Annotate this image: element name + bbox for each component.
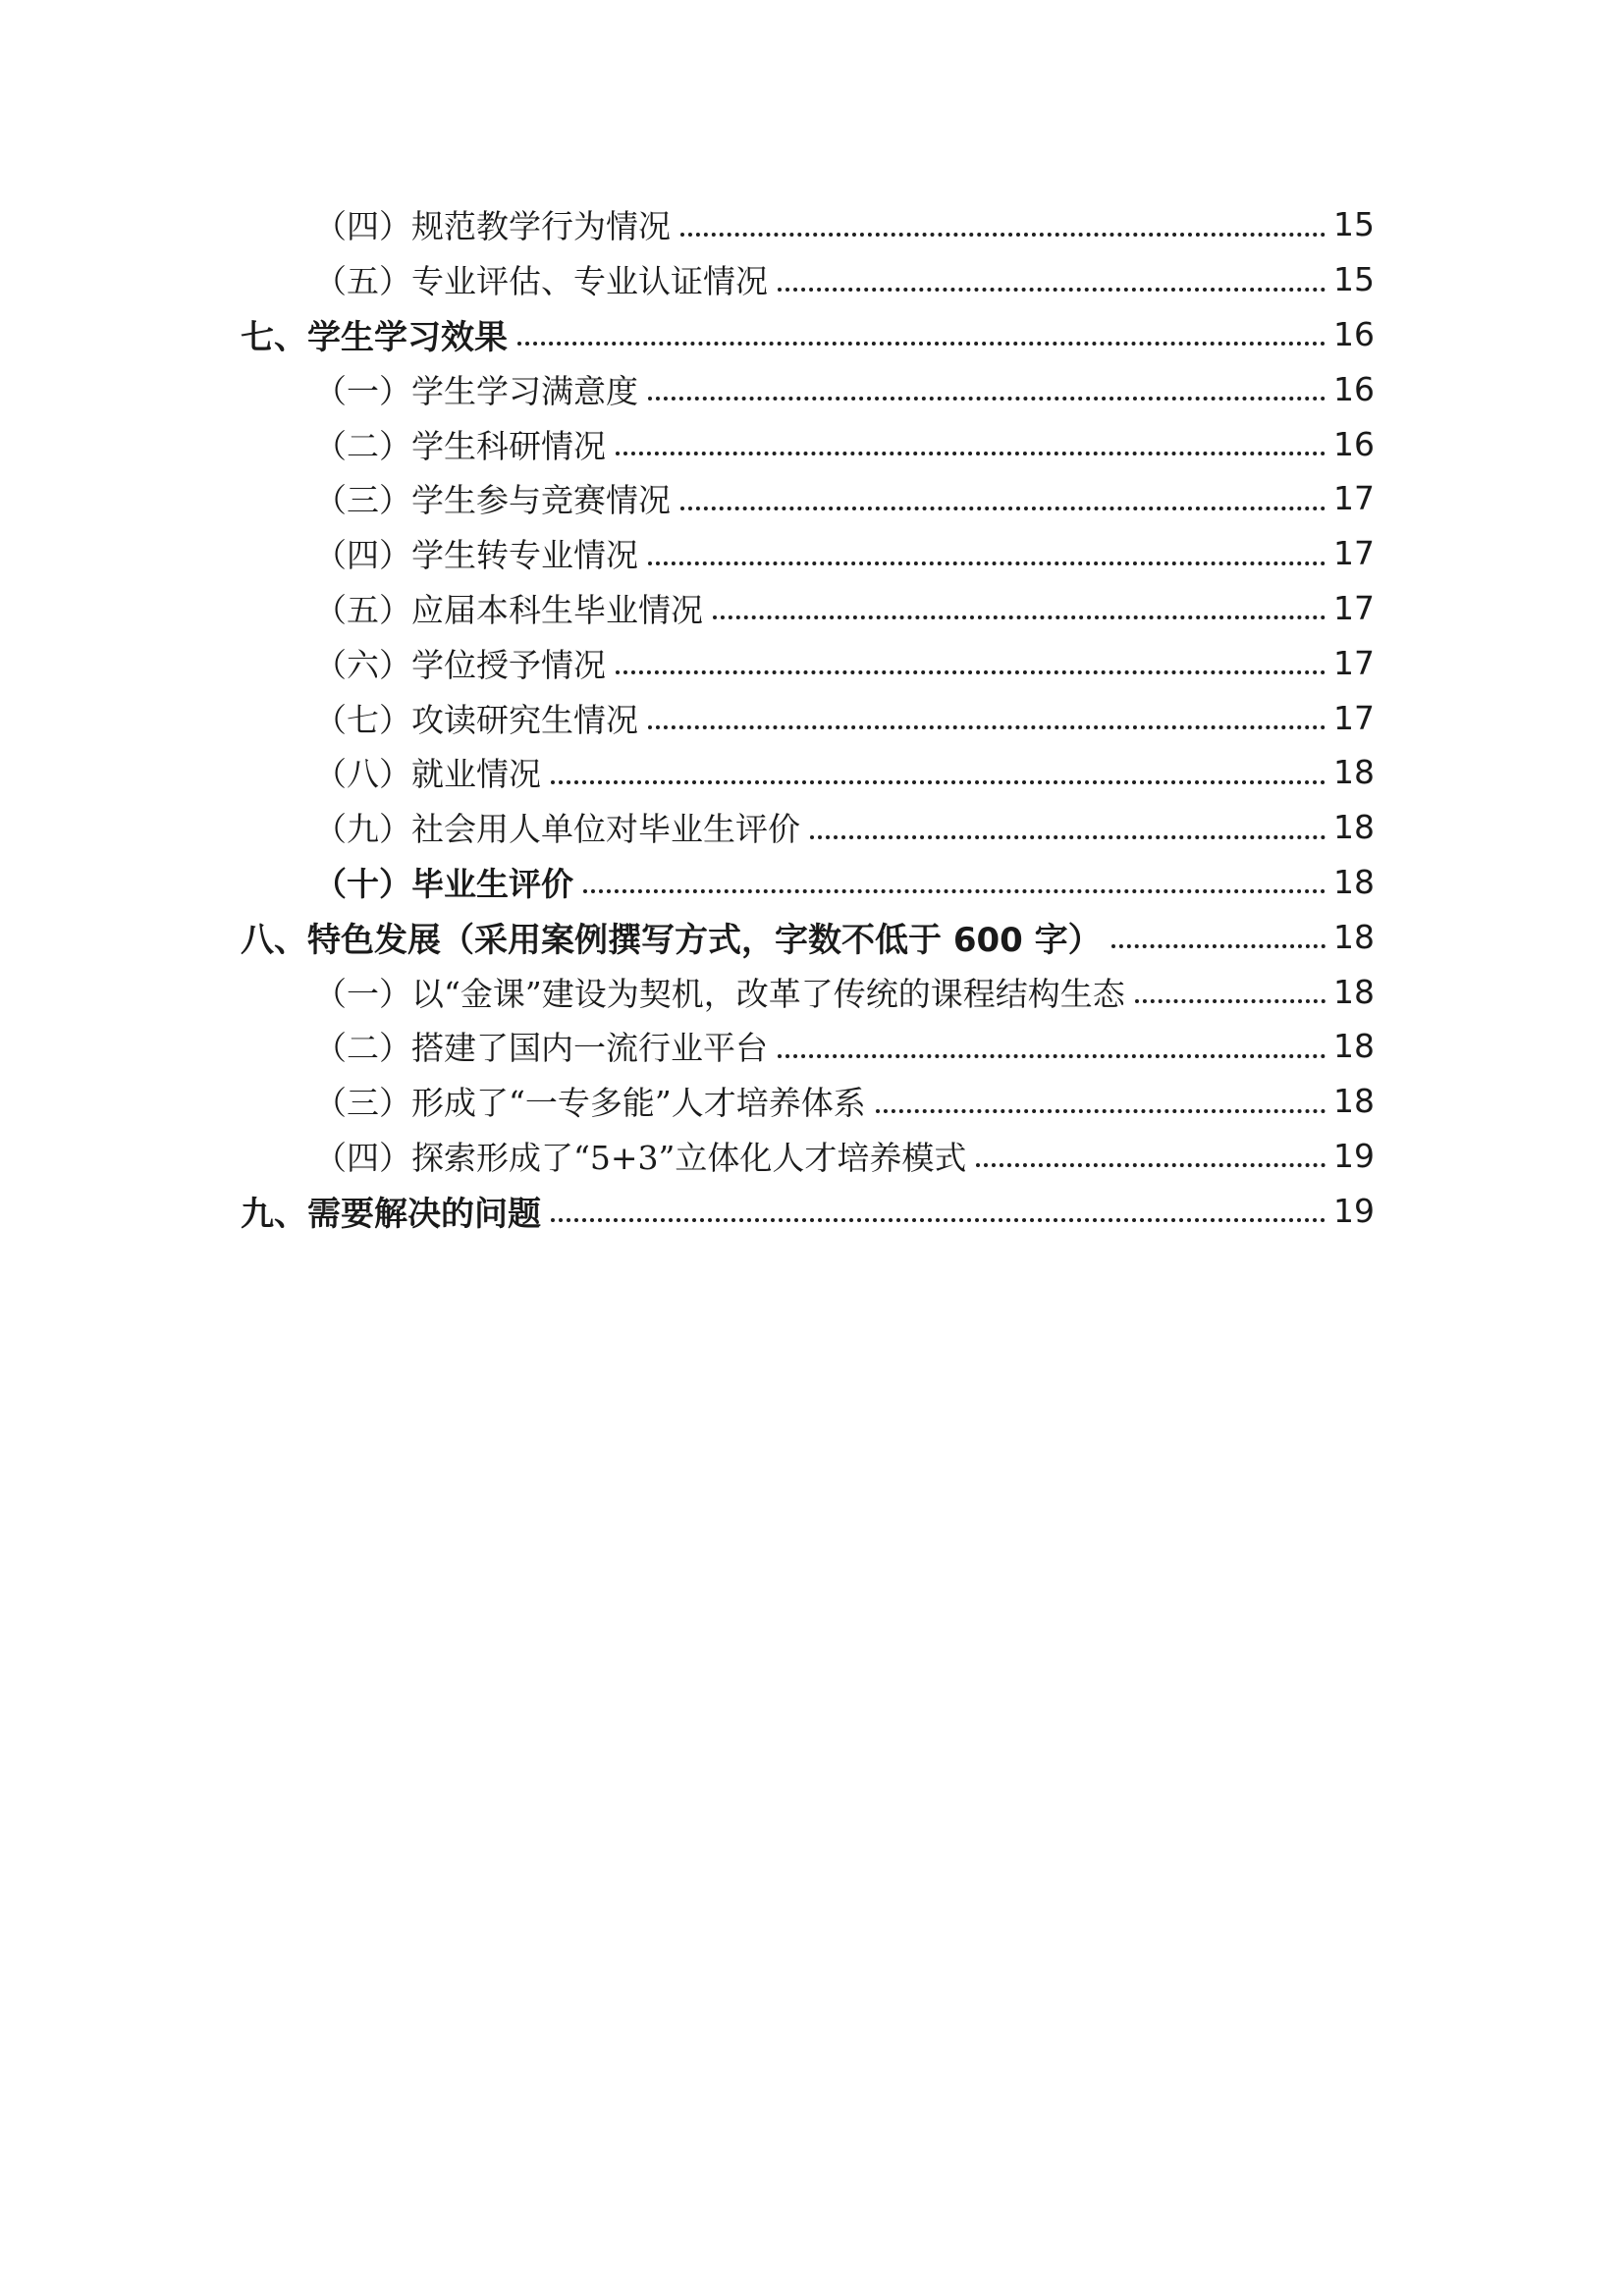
dot-leader xyxy=(713,615,1326,619)
toc-entry-title: 九、需要解决的问题 xyxy=(241,1194,541,1234)
dot-leader xyxy=(616,670,1326,674)
toc-entry-title: （五）应届本科生毕业情况 xyxy=(314,590,703,629)
toc-entry-title: （一）学生学习满意度 xyxy=(314,371,638,410)
dot-leader xyxy=(583,889,1326,893)
toc-entry-title: （四）探索形成了“5+3”立体化人才培养模式 xyxy=(314,1138,967,1177)
toc-entry-page-number: 19 xyxy=(1333,1191,1375,1230)
dot-leader xyxy=(551,780,1326,784)
toc-entry[interactable] xyxy=(241,361,1375,416)
dot-leader xyxy=(778,288,1326,292)
toc-entry-page-number: 17 xyxy=(1333,588,1375,627)
toc-entry-title: 八、特色发展（采用案例撰写方式，字数不低于 600 字） xyxy=(241,920,1102,960)
toc-entry-title: （九）社会用人单位对毕业生评价 xyxy=(314,810,800,849)
toc-entry-page-number: 18 xyxy=(1333,862,1375,901)
toc-entry-page-number: 17 xyxy=(1333,534,1375,573)
toc-entry[interactable] xyxy=(241,635,1375,690)
dot-leader xyxy=(778,1054,1326,1058)
toc-entry-title: 七、学生学习效果 xyxy=(241,317,508,357)
toc-entry[interactable] xyxy=(241,1074,1375,1129)
toc-entry[interactable] xyxy=(241,1129,1375,1184)
toc-entry-page-number: 15 xyxy=(1333,205,1375,244)
toc-entry-page-number: 17 xyxy=(1333,479,1375,518)
toc-entry-page-number: 16 xyxy=(1333,314,1375,353)
toc-entry[interactable] xyxy=(241,909,1375,964)
toc-entry-title: （七）攻读研究生情况 xyxy=(314,700,638,739)
toc-entry[interactable] xyxy=(241,1019,1375,1074)
toc-entry[interactable] xyxy=(241,252,1375,307)
toc-entry-title: （六）学位授予情况 xyxy=(314,645,606,684)
toc-entry-page-number: 18 xyxy=(1333,808,1375,847)
dot-leader xyxy=(517,342,1326,346)
toc-entry-title: （八）就业情况 xyxy=(314,755,541,794)
toc-entry-page-number: 18 xyxy=(1333,1027,1375,1066)
toc-entry-page-number: 17 xyxy=(1333,698,1375,737)
toc-entry-title: （四）学生转专业情况 xyxy=(314,536,638,575)
toc-entry-title: （三）学生参与竞赛情况 xyxy=(314,481,671,520)
toc-entry-page-number: 16 xyxy=(1333,369,1375,408)
toc-entry-title: （一）以“金课”建设为契机，改革了传统的课程结构生态 xyxy=(314,974,1125,1013)
dot-leader xyxy=(616,452,1326,455)
toc-entry-title: （五）专业评估、专业认证情况 xyxy=(314,262,768,301)
toc-entry[interactable] xyxy=(241,197,1375,252)
dot-leader xyxy=(680,507,1326,510)
dot-leader xyxy=(976,1163,1326,1167)
dot-leader xyxy=(648,397,1326,400)
table-of-contents xyxy=(241,197,1375,1238)
toc-entry[interactable] xyxy=(241,1183,1375,1238)
dot-leader xyxy=(680,233,1326,237)
toc-entry-page-number: 19 xyxy=(1333,1136,1375,1175)
dot-leader xyxy=(648,561,1326,565)
dot-leader xyxy=(1135,999,1326,1003)
dot-leader xyxy=(648,725,1326,729)
toc-entry-page-number: 18 xyxy=(1333,972,1375,1011)
toc-entry[interactable] xyxy=(241,855,1375,910)
toc-entry[interactable] xyxy=(241,416,1375,471)
toc-entry[interactable] xyxy=(241,964,1375,1019)
toc-entry-title: （二）搭建了国内一流行业平台 xyxy=(314,1029,768,1068)
dot-leader xyxy=(810,835,1326,839)
toc-entry[interactable] xyxy=(241,581,1375,636)
toc-entry[interactable] xyxy=(241,800,1375,855)
toc-entry[interactable] xyxy=(241,745,1375,800)
toc-entry[interactable] xyxy=(241,471,1375,526)
toc-entry[interactable] xyxy=(241,526,1375,581)
toc-entry[interactable] xyxy=(241,690,1375,745)
toc-entry-page-number: 17 xyxy=(1333,643,1375,682)
toc-entry-title: （三）形成了“一专多能”人才培养体系 xyxy=(314,1084,866,1123)
toc-entry-title: （十）毕业生评价 xyxy=(314,864,573,903)
toc-entry-page-number: 15 xyxy=(1333,260,1375,299)
toc-entry-page-number: 18 xyxy=(1333,1082,1375,1121)
dot-leader xyxy=(876,1109,1326,1113)
toc-entry-title: （四）规范教学行为情况 xyxy=(314,207,671,246)
toc-entry-page-number: 16 xyxy=(1333,424,1375,463)
dot-leader xyxy=(551,1218,1326,1222)
toc-entry[interactable] xyxy=(241,307,1375,362)
toc-entry-page-number: 18 xyxy=(1333,753,1375,792)
dot-leader xyxy=(1111,944,1326,948)
toc-entry-page-number: 18 xyxy=(1333,917,1375,956)
toc-entry-title: （二）学生科研情况 xyxy=(314,426,606,465)
